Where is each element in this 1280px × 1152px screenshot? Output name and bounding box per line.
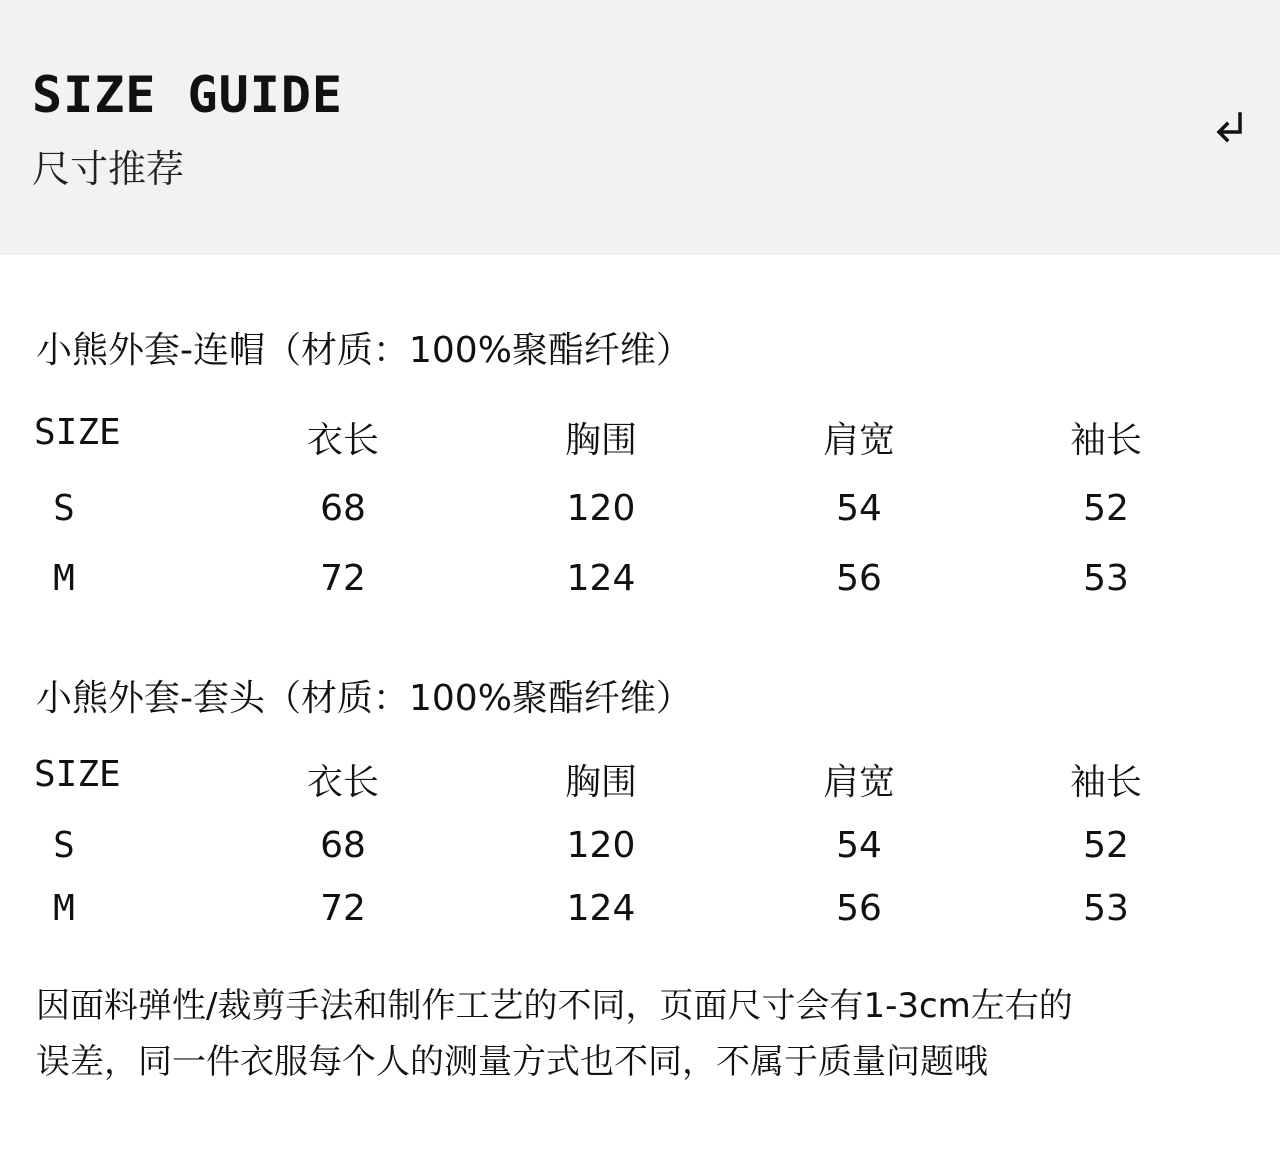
shoulder-value: 56 — [836, 888, 882, 929]
chest-value: 120 — [566, 825, 636, 866]
table-row — [0, 488, 1280, 538]
page-subtitle: 尺寸推荐 — [32, 147, 185, 191]
table-1-header-row — [0, 412, 1280, 462]
page-title: SIZE GUIDE — [32, 66, 344, 124]
size-label: M — [53, 888, 75, 929]
chest-value: 124 — [566, 558, 636, 599]
column-header-sleeve: 袖长 — [1069, 420, 1143, 461]
return-arrow-icon[interactable] — [1212, 108, 1248, 148]
sleeve-value: 52 — [1083, 825, 1129, 866]
note-line-2: 误差，同一件衣服每个人的测量方式也不同，不属于质量问题哦 — [36, 1042, 988, 1082]
header-banner — [0, 0, 1280, 255]
table-row — [0, 888, 1280, 938]
length-value: 72 — [320, 558, 366, 599]
column-header-length: 衣长 — [306, 762, 380, 803]
length-value: 68 — [320, 825, 366, 866]
size-label: S — [53, 825, 75, 866]
note-line-1: 因面料弹性/裁剪手法和制作工艺的不同，页面尺寸会有1-3cm左右的 — [36, 986, 1073, 1026]
size-label: S — [53, 488, 75, 529]
column-header-shoulder: 肩宽 — [822, 420, 896, 461]
length-value: 68 — [320, 488, 366, 529]
shoulder-value: 54 — [836, 488, 882, 529]
sleeve-value: 53 — [1083, 558, 1129, 599]
sleeve-value: 53 — [1083, 888, 1129, 929]
column-header-chest: 胸围 — [564, 420, 638, 461]
table-1-title: 小熊外套-连帽（材质：100%聚酯纤维） — [36, 330, 692, 371]
size-label: M — [53, 558, 75, 599]
sleeve-value: 52 — [1083, 488, 1129, 529]
length-value: 72 — [320, 888, 366, 929]
column-header-length: 衣长 — [306, 420, 380, 461]
column-header-size: SIZE — [34, 754, 121, 795]
column-header-shoulder: 肩宽 — [822, 762, 896, 803]
table-row — [0, 825, 1280, 875]
table-2-header-row — [0, 754, 1280, 804]
table-2-title: 小熊外套-套头（材质：100%聚酯纤维） — [36, 678, 692, 719]
chest-value: 124 — [566, 888, 636, 929]
column-header-size: SIZE — [34, 412, 121, 453]
size-disclaimer-note — [36, 978, 1236, 1090]
table-row — [0, 558, 1280, 608]
column-header-sleeve: 袖长 — [1069, 762, 1143, 803]
shoulder-value: 56 — [836, 558, 882, 599]
column-header-chest: 胸围 — [564, 762, 638, 803]
shoulder-value: 54 — [836, 825, 882, 866]
chest-value: 120 — [566, 488, 636, 529]
